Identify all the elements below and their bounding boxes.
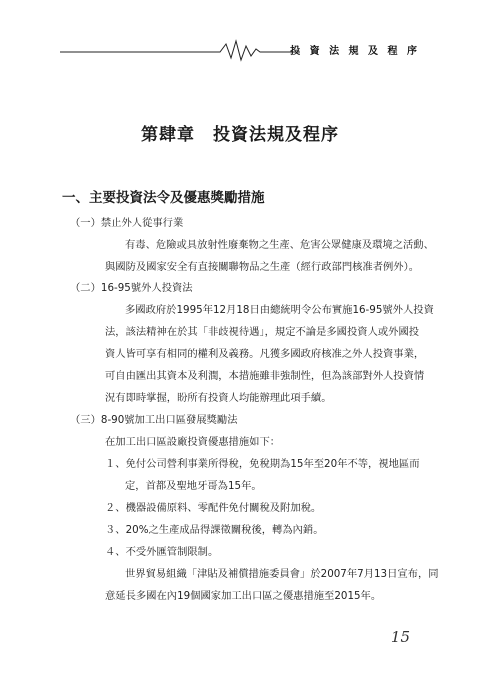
paragraph-line: 世界貿易組織「津貼及補償措施委員會」於2007年7月13日宣布，同	[125, 568, 439, 580]
item-heading-2: （二）16-95號外人投資法	[70, 282, 193, 294]
chapter-number: 第肆章	[141, 125, 195, 145]
paragraph-line: 有毒、危險或具放射性廢棄物之生產、危害公眾健康及環境之活動、	[125, 239, 434, 251]
list-item: １、免付公司營利事業所得稅，免稅期為15年至20年不等，視地區而	[105, 458, 420, 470]
paragraph-line: 法，該法精神在於其「非歧視待遇」，規定不論是多國投資人或外國投	[105, 326, 420, 338]
chapter-name: 投資法規及程序	[213, 125, 339, 145]
paragraph-line: 資人皆可享有相同的權利及義務。凡獲多國政府核准之外人投資事業，	[105, 348, 425, 360]
paragraph-line: 況有即時掌握，盼所有投資人均能辦理此項手續。	[105, 392, 332, 404]
paragraph-line: 意延長多國在內19個國家加工出口區之優惠措施至2015年。	[105, 590, 382, 602]
chapter-title	[0, 120, 480, 145]
list-item-continuation: 定，首都及聖地牙哥為15年。	[125, 480, 262, 492]
list-item: ３、20%之生產成品得課徵關稅後，轉為內銷。	[105, 524, 324, 536]
item-heading-3: （三）8-90號加工出口區發展獎勵法	[70, 414, 238, 426]
heartbeat-line-icon	[60, 38, 300, 62]
list-item: ４、不受外匯管制限制。	[105, 546, 219, 558]
paragraph-line: 多國政府於1995年12月18日由總統明令公布實施16-95號外人投資	[125, 304, 434, 316]
header-title: 投 資 法 規 及 程 序	[290, 46, 420, 57]
paragraph-line: 可自由匯出其資本及利潤，本措施雖非強制性，但為該部對外人投資情	[105, 370, 425, 382]
paragraph-line: 在加工出口區設廠投資優惠措施如下：	[105, 436, 281, 448]
list-item: ２、機器設備原料、零配件免付關稅及附加稅。	[105, 502, 322, 514]
running-header	[60, 38, 420, 62]
section-title: 一、主要投資法令及優惠獎勵措施	[62, 190, 265, 206]
page-number: 15	[390, 628, 410, 646]
item-heading-1: （一）禁止外人從事行業	[70, 217, 184, 229]
paragraph-line: 與國防及國家安全有直接關聯物品之生產（經行政部門核准者例外）。	[105, 261, 420, 273]
